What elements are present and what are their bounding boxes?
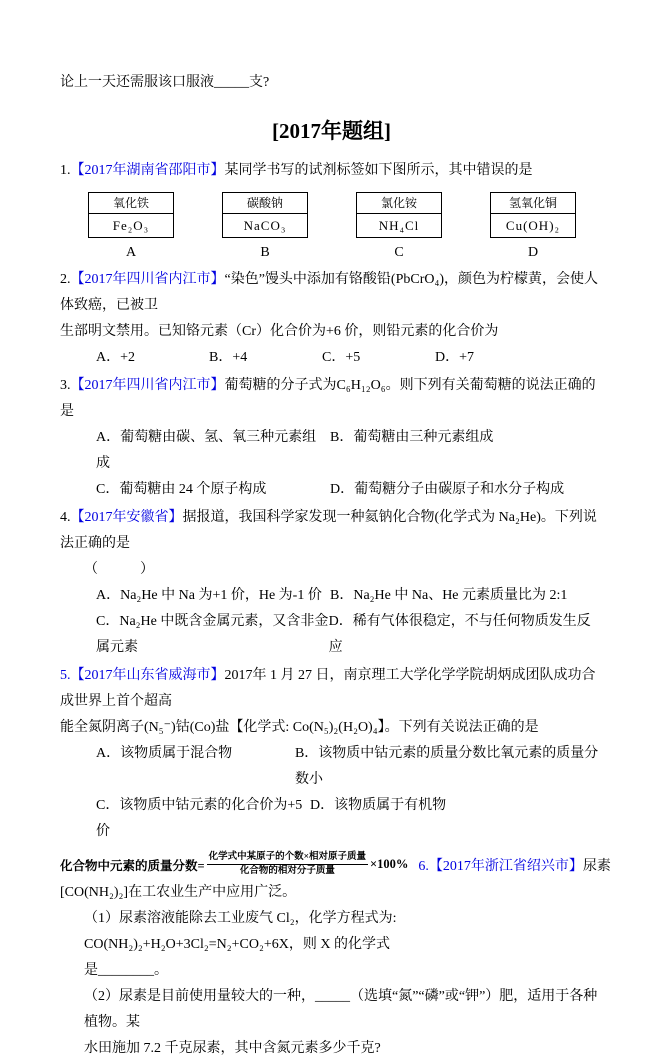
reagent-column-b (222, 192, 308, 263)
reagent-column-d (490, 192, 576, 263)
q3-option-b: B．葡萄糖由三种元素组成 (330, 430, 494, 445)
q1-stem-line (60, 158, 603, 184)
q5-option-d: D．该物质属于有机物 (310, 798, 447, 813)
mass-fraction-formula-row (60, 851, 611, 878)
q1-source-tag: 【2017年湖南省邵阳市】 (70, 163, 225, 178)
fraction (207, 851, 368, 878)
q5-source-tag: 【2017年山东省威海市】 (70, 668, 225, 683)
q3-option-a: A．葡萄糖由碳、氢、氧三种元素组成 (96, 430, 317, 471)
q4-option-a: A．Na₂He 中 Na 为+1 价，He 为-1 价 (96, 588, 322, 603)
question-2 (60, 267, 603, 371)
q5-option-b: B．该物质中钴元素的质量分数比氧元素的质量分数小 (294, 746, 599, 787)
intro-line: 论上一天还需服该口服液_____支? (60, 75, 270, 90)
reagent-label-box-c (356, 192, 442, 238)
q4-source-tag: 【2017年安徽省】 (70, 510, 183, 525)
q3-stem-line (60, 373, 603, 425)
label-letter-d: D (527, 245, 539, 260)
reagent-column-c (356, 192, 442, 263)
label-letter-a: A (125, 245, 137, 260)
reagent-formula: NH₄Cl (378, 218, 420, 233)
reagent-label-box-b (222, 192, 308, 238)
q2-options-row (96, 345, 603, 371)
q6-sub1-line1: （1）尿素溶液能除去工业废气 Cl₂，化学方程式为: CO(NH₂)₂+H₂O+3Cl₂=N₂+CO₂+6X，则 X 的化学式 (84, 911, 397, 952)
page-title: [2017年题组] (272, 119, 391, 143)
q6-intro-line (418, 855, 611, 875)
question-1 (60, 158, 603, 263)
reagent-formula: Cu(OH)₂ (505, 218, 561, 233)
q1-stem: 某同学书写的试剂标签如下图所示，其中错误的是 (224, 163, 533, 178)
q4-options-row2 (96, 609, 603, 661)
reagent-label-box-a (88, 192, 174, 238)
label-letter-c: C (394, 245, 404, 260)
q2-source-tag: 【2017年四川省内江市】 (70, 272, 225, 287)
q2-option-b: B．+4 (209, 350, 248, 365)
q4-paren-line: （ ） (84, 562, 154, 577)
q5-option-a: A．该物质属于混合物 (96, 746, 233, 761)
q5-options-row2 (96, 793, 603, 845)
q2-stem1: “染色”馒头中添加有铬酸铅(PbCrO₄)，颜色为柠檬黄，会使人体致癌，已被卫 (60, 272, 599, 313)
fraction-numerator: 化学式中某原子的个数×相对原子质量 (207, 851, 368, 865)
q2-option-d: D．+7 (435, 350, 475, 365)
question-6 (60, 880, 603, 1062)
question-3 (60, 373, 603, 503)
q4-option-b: B．Na₂He 中 Na、He 元素质量比为 2:1 (330, 588, 568, 603)
q6-lead: 尿素 (582, 858, 611, 874)
q6-stem-line2: [CO(NH₂)₂]在工农业生产中应用广泛。 (60, 885, 297, 900)
question-5 (60, 663, 603, 845)
q2-stem-line1 (60, 267, 603, 319)
q5-option-c: C．该物质中钴元素的化合价为+5 价 (96, 798, 303, 839)
q1-number: 1. (60, 163, 71, 178)
q4-number: 4. (60, 510, 71, 525)
formula-lhs: 化合物中元素的质量分数= (60, 858, 205, 873)
reagent-name: 氢氧化铜 (491, 193, 575, 214)
reagent-label-box-d (490, 192, 576, 238)
q6-sub1-line2: 是________。 (84, 963, 168, 978)
q3-source-tag: 【2017年四川省内江市】 (70, 378, 225, 393)
q5-stem1: 2017年 1 月 27 日，南京理工大学化学学院胡炳成团队成功合成世界上首个超高 (60, 668, 596, 709)
q4-stem-line (60, 505, 603, 557)
q5-stem-line2: 能全氮阴离子(N₅⁻)钴(Co)盐【化学式: Co(N₅)₂(H₂O)₄】。下列有关说法正确的是 (60, 720, 539, 735)
reagent-labels-row (88, 192, 603, 263)
q3-option-c: C．葡萄糖由 24 个原子构成 (96, 482, 267, 497)
q6-number: 6. (418, 858, 429, 874)
q4-option-d: D．稀有气体很稳定，不与任何物质发生反应 (328, 614, 591, 655)
q2-number: 2. (60, 272, 71, 287)
q5-stem-line1 (60, 663, 603, 715)
q3-options-row2 (96, 477, 603, 503)
reagent-formula: Fe₂O₃ (112, 218, 150, 233)
q3-options-row1 (96, 425, 603, 477)
q4-option-c: C．Na₂He 中既含金属元素，又含非金属元素 (96, 614, 329, 655)
q3-option-d: D．葡萄糖分子由碳原子和水分子构成 (330, 482, 565, 497)
q2-option-c: C．+5 (322, 350, 361, 365)
q6-source-tag: 【2017年浙江省绍兴市】 (428, 858, 583, 874)
q4-options-row1 (96, 583, 603, 609)
fraction-denominator: 化合物的相对分子质量 (239, 866, 335, 876)
q5-options-row1 (96, 741, 603, 793)
q2-option-a: A．+2 (96, 350, 136, 365)
q2-stem-line2: 生部明文禁用。已知铬元素（Cr）化合价为+6 价，则铅元素的化合价为 (60, 324, 499, 339)
reagent-name: 氧化铁 (89, 193, 173, 214)
reagent-column-a (88, 192, 174, 263)
q5-number: 5. (60, 668, 71, 683)
reagent-name: 碳酸钠 (223, 193, 307, 214)
reagent-formula: NaCO₃ (243, 218, 287, 233)
q3-number: 3. (60, 378, 71, 393)
formula-suffix: ×100% (370, 857, 409, 871)
q6-sub2-line2: 水田施加 7.2 千克尿素，其中含氮元素多少千克? (84, 1041, 381, 1056)
question-4 (60, 505, 603, 661)
q3-stem: 葡萄糖的分子式为C₆H₁₂O₆。则下列有关葡萄糖的说法正确的是 (60, 378, 596, 419)
reagent-name: 氯化铵 (357, 193, 441, 214)
label-letter-b: B (260, 245, 270, 260)
q6-sub2-line1: （2）尿素是目前使用量较大的一种，_____（选填“氮”“磷”或“钾”）肥，适用于各种植物。某 (84, 989, 598, 1030)
q4-stem: 据报道，我国科学家发现一种氦钠化合物(化学式为 Na₂He)。下列说法正确的是 (60, 510, 597, 551)
